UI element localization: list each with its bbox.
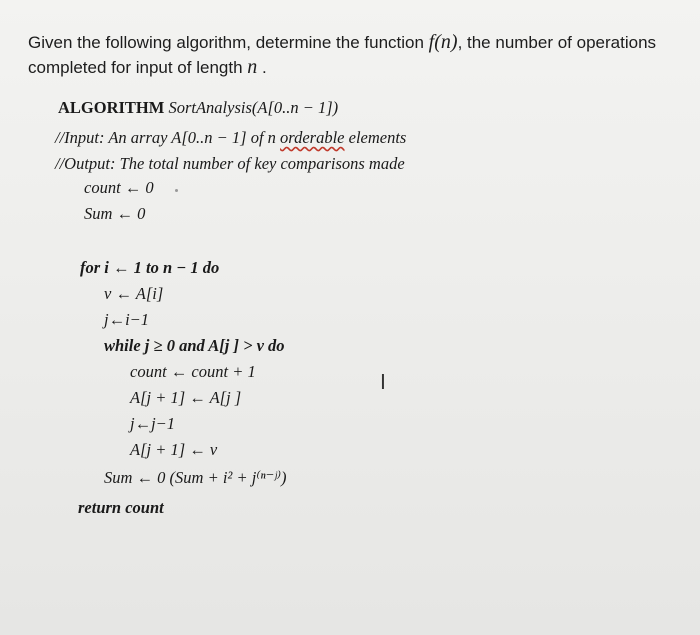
line-count-inc: count ← count + 1 [130,362,256,381]
line-sum-init: Sum ← 0 [84,204,146,223]
line-shift: A[j + 1] ← A[j ] [130,388,242,407]
line-for-loop: for i ← 1 to n − 1 do [80,258,220,277]
algorithm-output-comment: //Output: The total number of key comparisons made [55,154,405,173]
algorithm-signature: SortAnalysis(A[0..n − 1]) [164,98,339,117]
line-j-dec: j←j−1 [130,414,176,433]
input-pre: //Input: An array A[0..n − 1] of n [55,128,281,147]
question-mid: , the number of operations completed for input of length [28,33,657,77]
line-insert: A[j + 1] ← v [130,440,218,459]
line-sum-update: Sum ← 0 (Sum + i² + j⁽ⁿ⁻ʲ⁾) [104,468,287,487]
algorithm-input-comment [55,128,406,148]
line-v-assign: v ← A[i] [104,284,164,303]
question-function: f(n) [428,31,458,53]
line-while-loop: while j ≥ 0 and A[j ] > v do [104,336,285,355]
I-beam-cursor-icon: I [380,370,386,394]
algorithm-header [58,98,338,118]
input-wavy-word: orderable [280,128,345,147]
input-post: elements [344,128,407,147]
speck-mark [175,189,178,192]
question-before: Given the following algorithm, determine the function [28,33,429,52]
line-count-init: count ← 0 [84,178,154,197]
question-variable: n [247,56,258,78]
algorithm-keyword: ALGORITHM [58,98,165,117]
question-end: . [257,58,267,77]
line-return: return count [78,498,164,517]
line-j-assign: j←i−1 [104,310,150,329]
question-text [28,30,688,80]
